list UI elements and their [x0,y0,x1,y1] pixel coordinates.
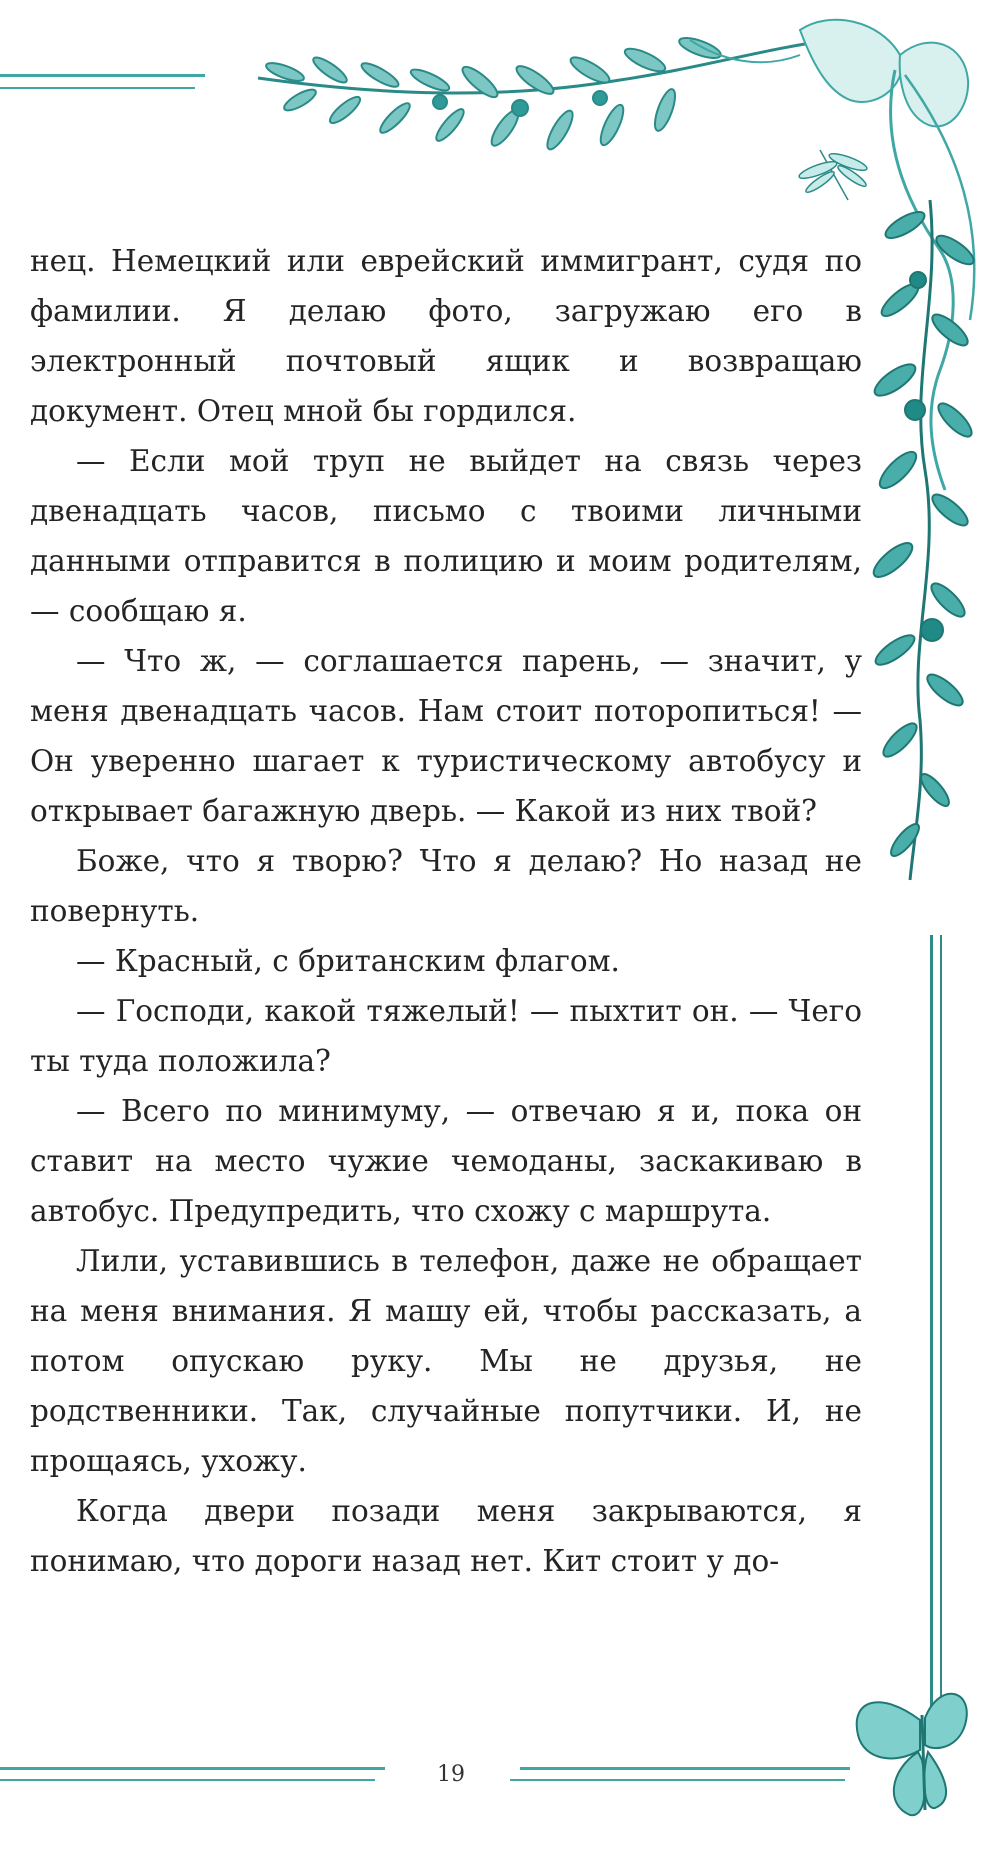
paragraph-7: — Всего по минимуму, — отвечаю я и, пока он ставит на место чужие чемоданы, заскакиваю в автобус. Предупредить, что схожу с маршрута. [30,1094,862,1228]
paragraph-9: Когда двери позади меня закрываются, я понимаю, что дороги назад нет. Кит стоит у до- [30,1494,862,1578]
top-left-rule-1 [0,74,205,77]
bottom-right-rule-1 [520,1767,850,1770]
paragraph-8: Лили, уставившись в телефон, даже не обращает на меня внимания. Я машу ей, чтобы рассказать, а потом опускаю руку. Мы не друзья, не родственники. Так, случайные попутчики. И, не прощаясь, ухожу. [30,1244,862,1478]
bottom-right-rule-2 [510,1779,845,1781]
paragraph-3: — Что ж, — соглашается парень, — значит, у меня двенадцать часов. Нам стоит поторопиться! — Он уверенно шагает к туристическому автобусу и открывает багажную дверь. — Какой из них твой? [30,644,862,828]
top-left-rule-2 [0,87,195,89]
paragraph-2: — Если мой труп не выйдет на связь через двенадцать часов, письмо с твоими личными данными отправится в полицию и моим родителям, — сообщаю я. [30,444,862,628]
right-vertical-rule-1 [930,935,933,1735]
paragraph-6: — Господи, какой тяжелый! — пыхтит он. — Чего ты туда положила? [30,994,862,1078]
right-vertical-rule-2 [940,935,942,1735]
page-number: 19 [437,1762,465,1787]
bottom-left-rule-1 [0,1767,385,1770]
body-text [30,236,862,1586]
paragraph-1: нец. Немецкий или еврейский иммигрант, судя по фамилии. Я делаю фото, загружаю его в электронный почтовый ящик и возвращаю документ. Отец мной бы гордился. [30,244,862,428]
paragraph-4: Боже, что я творю? Что я делаю? Но назад не повернуть. [30,844,862,928]
paragraph-5: — Красный, с британским флагом. [76,944,620,978]
bottom-left-rule-2 [0,1779,375,1781]
